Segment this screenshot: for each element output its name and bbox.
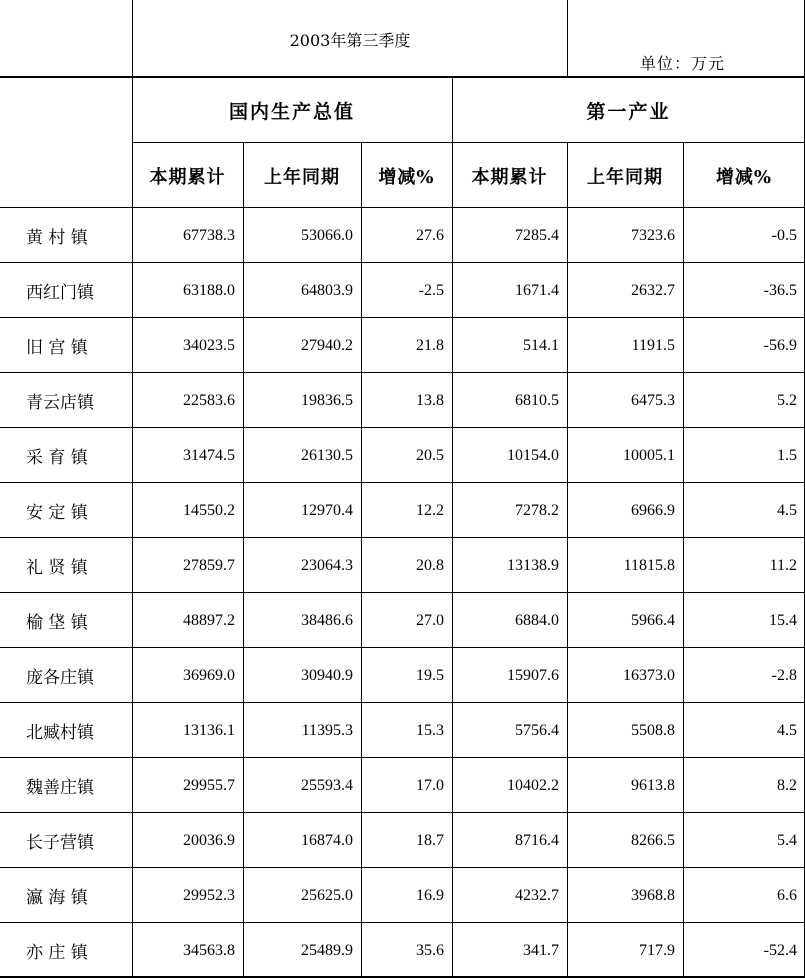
cell-gdp-last-year: 16874.0 — [301, 831, 353, 849]
cell-primary-current: 13138.9 — [507, 556, 559, 574]
cell-gdp-last-year: 19836.5 — [301, 391, 353, 409]
cell-primary-current: 341.7 — [523, 941, 559, 959]
col-header-gdp-current: 本期累计 — [149, 166, 226, 188]
col-header-primary-last-year: 上年同期 — [587, 166, 663, 188]
town-name: 采 育 镇 — [26, 448, 88, 468]
town-name: 旧 宫 镇 — [26, 338, 88, 358]
cell-gdp-change: 17.0 — [416, 776, 444, 794]
cell-primary-last-year: 2632.7 — [631, 281, 675, 299]
cell-gdp-last-year: 25593.4 — [301, 776, 353, 794]
cell-primary-last-year: 8266.5 — [631, 831, 675, 849]
cell-primary-current: 5756.4 — [515, 721, 559, 739]
col-header-gdp-change: 增减% — [378, 166, 435, 188]
cell-gdp-current: 31474.5 — [183, 446, 235, 464]
cell-gdp-last-year: 64803.9 — [301, 281, 353, 299]
cell-gdp-last-year: 26130.5 — [301, 446, 353, 464]
cell-gdp-last-year: 25489.9 — [301, 941, 353, 959]
cell-gdp-current: 67738.3 — [183, 226, 235, 244]
title-right-rule — [567, 0, 568, 77]
group-divider-rule — [452, 77, 453, 978]
cell-primary-change: 4.5 — [777, 501, 797, 519]
row-rule — [0, 537, 805, 538]
cell-gdp-current: 22583.6 — [183, 391, 235, 409]
cell-gdp-current: 34563.8 — [183, 941, 235, 959]
col-rule — [567, 142, 568, 978]
cell-gdp-change: 15.3 — [416, 721, 444, 739]
col-rule — [683, 142, 684, 978]
cell-gdp-last-year: 53066.0 — [301, 226, 353, 244]
cell-primary-change: 6.6 — [777, 886, 797, 904]
row-rule — [0, 592, 805, 593]
cell-primary-change: -52.4 — [763, 941, 797, 959]
cell-gdp-current: 36969.0 — [183, 666, 235, 684]
cell-primary-current: 1671.4 — [515, 281, 559, 299]
group-header-gdp: 国内生产总值 — [228, 100, 355, 123]
header-top-rule-2 — [0, 77, 805, 78]
cell-primary-last-year: 6475.3 — [631, 391, 675, 409]
cell-primary-change: 15.4 — [769, 611, 797, 629]
row-rule — [0, 867, 805, 868]
cell-gdp-last-year: 38486.6 — [301, 611, 353, 629]
cell-primary-last-year: 10005.1 — [623, 446, 675, 464]
cell-gdp-change: 20.8 — [416, 556, 444, 574]
row-rule — [0, 317, 805, 318]
sub-header-rule — [0, 207, 805, 208]
cell-gdp-current: 48897.2 — [183, 611, 235, 629]
cell-primary-current: 4232.7 — [515, 886, 559, 904]
cell-primary-last-year: 6966.9 — [631, 501, 675, 519]
cell-primary-last-year: 9613.8 — [631, 776, 675, 794]
group-header-rule — [132, 142, 805, 143]
cell-gdp-last-year: 30940.9 — [301, 666, 353, 684]
cell-primary-last-year: 16373.0 — [623, 666, 675, 684]
cell-gdp-change: 12.2 — [416, 501, 444, 519]
group-header-primary-industry: 第一产业 — [586, 100, 671, 123]
cell-gdp-current: 20036.9 — [183, 831, 235, 849]
cell-primary-last-year: 7323.6 — [631, 226, 675, 244]
town-name: 安 定 镇 — [26, 503, 88, 523]
cell-primary-change: 4.5 — [777, 721, 797, 739]
title-left-rule — [132, 0, 133, 77]
cell-gdp-current: 27859.7 — [183, 556, 235, 574]
cell-primary-current: 7285.4 — [515, 226, 559, 244]
cell-primary-change: -2.8 — [771, 666, 797, 684]
town-name: 长子营镇 — [26, 833, 94, 853]
cell-gdp-current: 29952.3 — [183, 886, 235, 904]
cell-gdp-change: 19.5 — [416, 666, 444, 684]
table-title: 2003年第三季度 — [289, 30, 411, 50]
cell-primary-current: 15907.6 — [507, 666, 559, 684]
cell-primary-current: 8716.4 — [515, 831, 559, 849]
cell-gdp-change: 27.6 — [416, 226, 444, 244]
town-name: 西红门镇 — [26, 283, 94, 303]
cell-primary-change: 8.2 — [777, 776, 797, 794]
col-rule — [361, 142, 362, 978]
town-name: 榆 垡 镇 — [26, 613, 88, 633]
cell-primary-current: 514.1 — [523, 336, 559, 354]
cell-primary-last-year: 717.9 — [639, 941, 675, 959]
cell-primary-change: 5.4 — [777, 831, 797, 849]
col-header-gdp-last-year: 上年同期 — [264, 166, 340, 188]
cell-primary-change: -36.5 — [763, 281, 797, 299]
town-name: 青云店镇 — [26, 393, 94, 413]
cell-primary-change: -0.5 — [771, 226, 797, 244]
cell-gdp-current: 63188.0 — [183, 281, 235, 299]
cell-primary-current: 6810.5 — [515, 391, 559, 409]
row-rule — [0, 427, 805, 428]
cell-primary-current: 7278.2 — [515, 501, 559, 519]
town-col-rule — [132, 77, 133, 978]
cell-gdp-change: 13.8 — [416, 391, 444, 409]
town-name: 魏善庄镇 — [26, 778, 94, 798]
cell-primary-last-year: 3968.8 — [631, 886, 675, 904]
town-name: 瀛 海 镇 — [26, 888, 88, 908]
cell-gdp-current: 13136.1 — [183, 721, 235, 739]
cell-gdp-change: 18.7 — [416, 831, 444, 849]
col-header-primary-change: 增减% — [715, 166, 773, 188]
cell-gdp-change: 16.9 — [416, 886, 444, 904]
unit-label: 单位：万元 — [640, 53, 726, 73]
cell-primary-change: 1.5 — [777, 446, 797, 464]
town-name: 庞各庄镇 — [26, 668, 94, 688]
cell-primary-change: 11.2 — [769, 556, 797, 574]
cell-gdp-change: 21.8 — [416, 336, 444, 354]
row-rule — [0, 482, 805, 483]
cell-primary-current: 6884.0 — [515, 611, 559, 629]
row-rule — [0, 812, 805, 813]
cell-gdp-last-year: 11395.3 — [301, 721, 353, 739]
cell-gdp-change: 20.5 — [416, 446, 444, 464]
cell-primary-change: 5.2 — [777, 391, 797, 409]
row-rule — [0, 757, 805, 758]
cell-gdp-last-year: 27940.2 — [301, 336, 353, 354]
cell-primary-current: 10402.2 — [507, 776, 559, 794]
cell-primary-last-year: 5508.8 — [631, 721, 675, 739]
cell-primary-last-year: 11815.8 — [623, 556, 675, 574]
town-name: 黄 村 镇 — [26, 228, 88, 248]
cell-gdp-last-year: 23064.3 — [301, 556, 353, 574]
cell-gdp-current: 29955.7 — [183, 776, 235, 794]
cell-primary-last-year: 1191.5 — [631, 336, 675, 354]
row-rule — [0, 372, 805, 373]
cell-gdp-change: -2.5 — [418, 281, 444, 299]
cell-gdp-last-year: 25625.0 — [301, 886, 353, 904]
cell-gdp-current: 34023.5 — [183, 336, 235, 354]
cell-gdp-change: 35.6 — [416, 941, 444, 959]
cell-gdp-change: 27.0 — [416, 611, 444, 629]
row-rule — [0, 922, 805, 923]
row-rule — [0, 262, 805, 263]
cell-gdp-current: 14550.2 — [183, 501, 235, 519]
cell-primary-current: 10154.0 — [507, 446, 559, 464]
town-name: 礼 贤 镇 — [26, 558, 88, 578]
row-rule — [0, 702, 805, 703]
col-header-primary-current: 本期累计 — [471, 166, 548, 188]
cell-primary-last-year: 5966.4 — [631, 611, 675, 629]
town-name: 亦 庄 镇 — [26, 943, 88, 963]
col-rule — [243, 142, 244, 978]
row-rule — [0, 647, 805, 648]
town-name: 北臧村镇 — [26, 723, 94, 743]
cell-primary-change: -56.9 — [763, 336, 797, 354]
cell-gdp-last-year: 12970.4 — [301, 501, 353, 519]
